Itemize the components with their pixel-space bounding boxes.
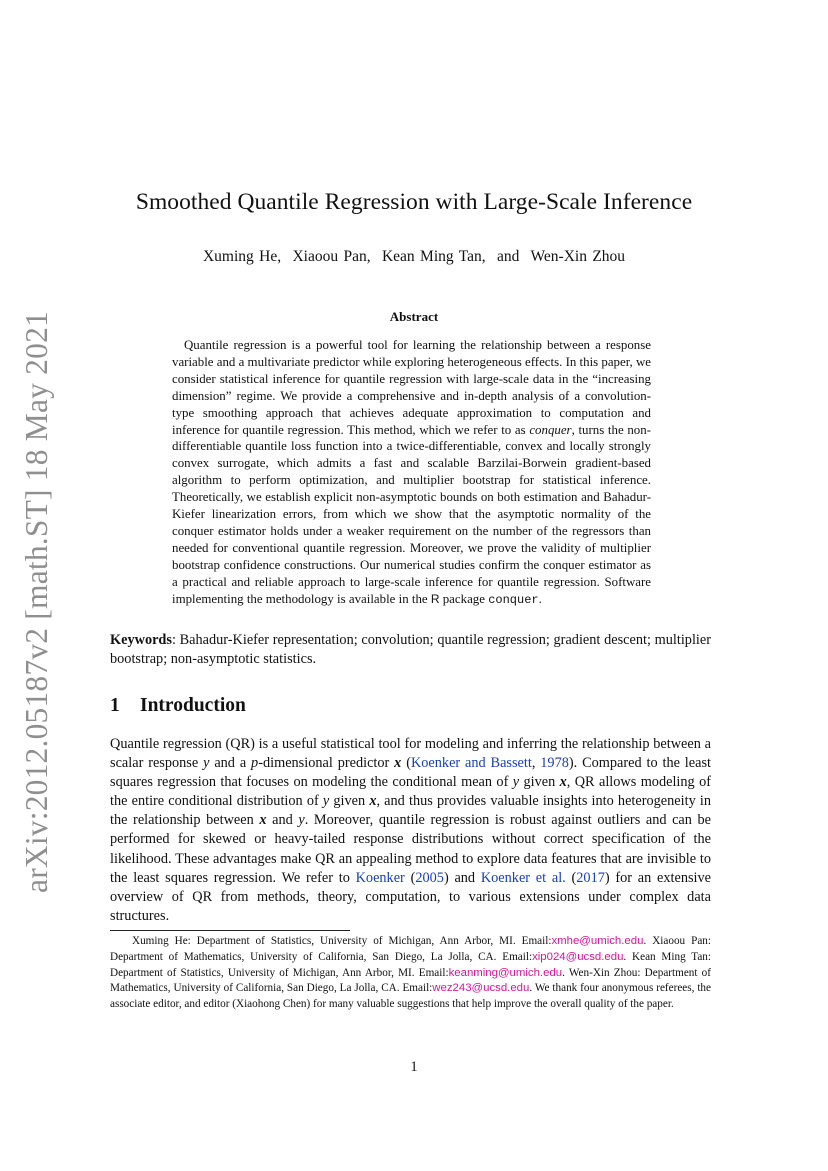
math-symbol: y [203,755,210,772]
abstract-text: package [439,591,489,606]
citation-year-link[interactable]: 2005 [415,869,444,886]
author-name: Kean Ming Tan, [381,248,486,265]
citation-year-link[interactable]: 1978 [540,755,569,772]
abstract-text: Quantile regression is a powerful tool for learning the relationship between a response variable and a multivariate predictor while exploring heterogeneous effects. In this paper, we consider statistical inference for quantile regression with large-scale data in the “increasing dimension” regime. We provide a comprehensive and in-depth analysis of a convolution-type smoothing approach that achieves adequate approximation to computation and inference for quantile regression. This method, which we refer to as [172,338,651,437]
abstract-text: . [538,591,542,606]
keywords-label: Keywords [110,632,172,648]
body-text: ( [401,755,411,772]
email-link[interactable]: wez243@ucsd.edu [432,982,530,995]
math-symbol: x [559,774,567,791]
keywords-paragraph [110,631,711,669]
math-symbol: y [298,812,305,829]
arxiv-side-identifier [17,311,57,893]
footnote-text: Xuming He: Department of Statistics, University of Michigan, Ann Arbor, MI. Email: [132,935,552,947]
author-name: Xuming He, [202,248,282,265]
email-link[interactable]: xmhe@umich.edu [551,935,644,947]
body-text: ) for an extensive overview of QR from methods, theory, computation, to various extensions under complex data structures. [110,869,711,924]
author-name: Xiaoou Pan, [292,248,371,265]
body-text: given [329,793,370,810]
author-name: Wen-Xin Zhou [530,248,626,265]
body-text: Quantile regression (QR) is a useful statistical tool for modeling and inferring the relationship between a scalar response [110,736,711,772]
section-heading [110,695,246,717]
introduction-paragraph [110,735,711,926]
footnote-text: . Xiaoou Pan: Department of Mathematics, University of California, San Diego, La Jolla, CA. Email: [110,935,712,963]
footnote-divider [110,930,350,931]
arxiv-id-text: arXiv:2012.05187v2 [math.ST] 18 May 2021 [19,311,54,893]
email-link[interactable]: xip024@ucsd.edu [532,950,624,963]
r-language-label: R [430,591,440,606]
citation-link[interactable]: Koenker et al. [480,869,566,886]
body-text: and [266,812,299,829]
math-symbol: y [512,774,520,791]
abstract-emphasis: conquer [529,422,572,437]
page-number: 1 [410,1059,418,1075]
body-text: and a [209,755,252,772]
body-text: given [519,774,560,791]
abstract-body [172,337,651,609]
footnote-text: . We thank four anonymous referees, the associate editor, and editor (Xiaohong Chen) for many valuable suggestions that help improve the overall quality of the paper. [110,982,711,1011]
body-text: -dimensional predictor [258,755,395,772]
section-title: Introduction [140,695,246,716]
body-text: ( [404,869,416,886]
body-text: . Moreover, quantile regression is robust against outliers and can be performed for skewed or heavy-tailed response distributions without correct specification of the likelihood. These advantages make QR an appealing method to explore data features that are invisible to the least squares regression. We refer to [110,812,711,886]
author-list [0,248,828,266]
citation-year-link[interactable]: 2017 [576,869,605,886]
section-number: 1 [110,695,120,716]
math-symbol: y [322,793,330,810]
author-conjunction: and [497,248,520,265]
body-text: ). Compared to the least squares regression that focuses on modeling the conditional mean of [110,755,711,791]
abstract-text: , turns the non-differentiable quantile loss function into a twice-differentiable, convex and locally strongly convex surrogate, which admits a fast and scalable Barzilai-Borwein gradient-based algorithm to perform optimization, and multiplier bootstrap for statistical inference. Theoretically, we establish explicit non-asymptotic bounds on both estimation and Bahadur-Kiefer linearization errors, from which we show that the asymptotic normality of the conquer estimator holds under a weaker requirement on the number of the regressors than needed for conventional quantile regression. Moreover, we prove the validity of multiplier bootstrap confidence constructions. Our numerical studies confirm the conquer estimator as a practical and reliable approach to large-scale inference for quantile regression. Software implementing the methodology is available in the [172,422,651,606]
package-name: conquer [488,592,539,607]
body-text: , and thus provides valuable insights into heterogeneity in the relationship between [110,793,711,829]
body-text: ) and [443,869,481,886]
footnote-text: . Kean Ming Tan: Department of Statistics, University of Michigan, Ann Arbor, MI. Email: [110,950,711,979]
keywords-text: : Bahadur-Kiefer representation; convolution; quantile regression; gradient descent; multiplier bootstrap; non-asymptotic statistics. [110,632,711,667]
math-symbol: x [369,793,377,810]
citation-link[interactable]: Koenker [355,869,405,886]
math-symbol: x [259,812,267,829]
footnote-text: . Wen-Xin Zhou: Department of Mathematics, University of California, San Diego, La Jolla, CA. Email: [110,966,711,995]
abstract-heading: Abstract [389,309,439,324]
math-symbol: x [394,755,402,772]
math-symbol: p [251,755,259,772]
paper-title: Smoothed Quantile Regression with Large-Scale Inference [135,189,693,215]
body-text: ( [565,869,577,886]
author-footnote [110,934,711,1013]
citation-link[interactable]: Koenker and Bassett [410,755,532,772]
body-text: , QR allows modeling of the entire conditional distribution of [110,774,711,810]
body-text: , [531,755,541,772]
email-link[interactable]: keanming@umich.edu [448,966,563,979]
